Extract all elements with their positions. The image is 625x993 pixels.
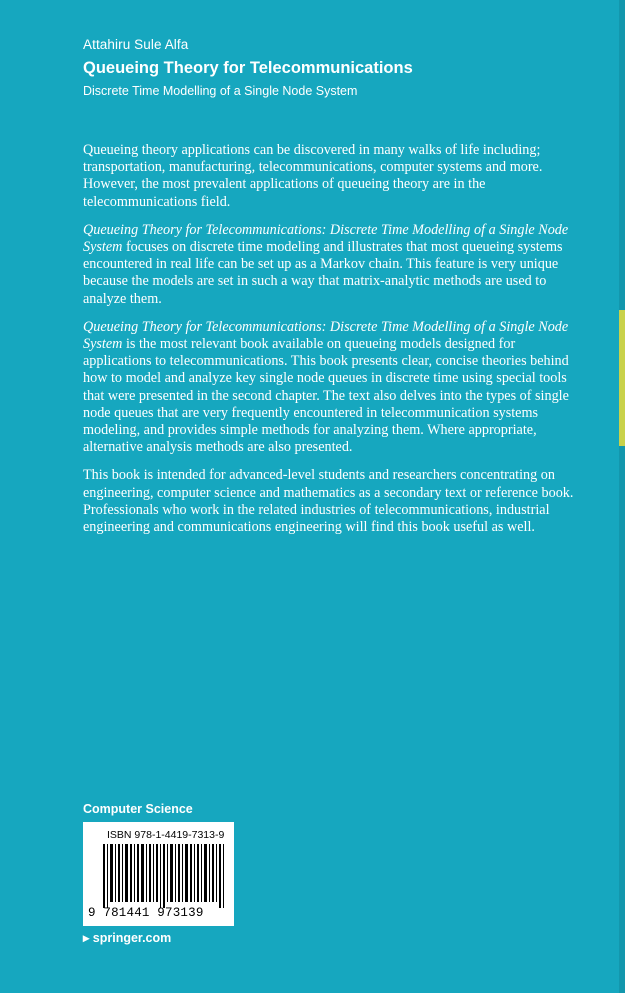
blurb-title-ref: Queueing Theory for Telecommunications: Discrete Time Modelling of a Single Node System	[83, 318, 569, 353]
book-title: Queueing Theory for Telecommunications	[83, 59, 413, 77]
website-url: springer.com	[92, 931, 172, 945]
blurb-paragraph-3	[83, 319, 583, 457]
isbn-label: ISBN 978-1-4419-7313-9	[107, 829, 225, 841]
ean-digits: 9 781441 973139	[88, 906, 204, 920]
arrow-icon: ▸	[83, 931, 90, 945]
blurb-paragraph-3-text: is the most relevant book available on queueing models designed for applications to telecommunications. This book presents clear, concise theories behind how to model and analyze key single node queues in discrete time using special tools that were presented in the second chapter. The text also delves into the types of single node queues that are very frequently encountered in telecommunication systems modeling, and provides simple methods for analyzing them. Where appropriate, alternative analysis methods are also presented.	[83, 336, 569, 456]
blurb-paragraph-2-text: focuses on discrete time modeling and illustrates that most queueing systems encountered in real life can be set up as a Markov chain. This feature is very unique because the models are set in such a way that matrix-analytic methods are used to analyze them.	[83, 239, 563, 307]
barcode-panel	[83, 822, 234, 926]
spine-accent-bar	[619, 310, 625, 446]
spine-edge	[619, 0, 625, 993]
publisher-website	[83, 930, 171, 945]
author-name: Attahiru Sule Alfa	[83, 37, 189, 52]
blurb-paragraph-1: Queueing theory applications can be discovered in many walks of life including; transportation, manufacturing, telecommunications, computer systems and more. However, the most prevalent applications of queueing theory are in the telecommunications field.	[83, 142, 543, 210]
blurb-paragraph-2	[83, 222, 583, 308]
back-cover-blurb	[83, 142, 583, 547]
blurb-title-ref: Queueing Theory for Telecommunications: Discrete Time Modelling of a Single Node System	[83, 221, 569, 256]
barcode-icon	[103, 844, 225, 908]
blurb-paragraph-4: This book is intended for advanced-level students and researchers concentrating on engineering, computer science and mathematics as a secondary text or reference book. Professionals who work in the related industries of telecommunications, industrial engineering and communications engineering will find this book useful as well.	[83, 467, 574, 536]
subject-category: Computer Science	[83, 802, 193, 816]
book-subtitle: Discrete Time Modelling of a Single Node System	[83, 84, 358, 98]
